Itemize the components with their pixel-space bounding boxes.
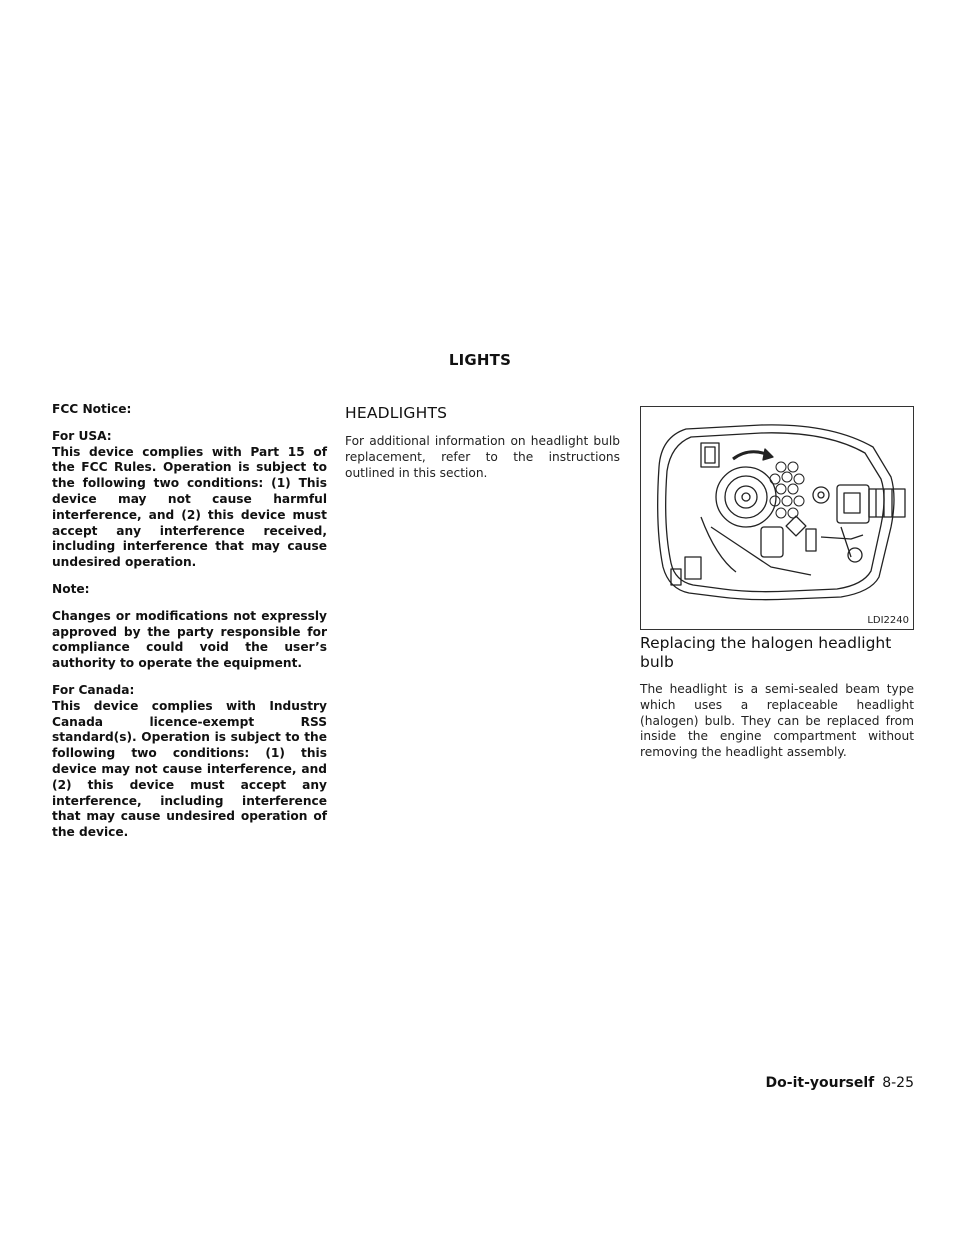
note-text: Changes or modifications not expressly approved by the party responsible for compliance could void the user’s authority to operate the equipment. <box>52 608 327 671</box>
headlight-assembly-figure <box>640 406 914 630</box>
usa-label: For USA: <box>52 428 112 443</box>
replacing-bulb-text: The headlight is a semi-sealed beam type which uses a replaceable headlight (halogen) bulb. They can be replaced from inside the engine compartment without removing the headlight assembly. <box>640 682 914 760</box>
fcc-notice-column <box>52 402 327 852</box>
bulb-replacement-column <box>640 406 914 761</box>
usa-paragraph <box>52 429 327 571</box>
canada-text: This device complies with Industry Canada licence-exempt RSS standard(s). Operation is subject to the following two conditions: (1) this device may not cause interference, and (2) this device must accept any interference, including interference that may cause undesired operation of the device. <box>52 698 327 840</box>
note-label: Note: <box>52 581 90 596</box>
fcc-notice-label: FCC Notice: <box>52 402 132 416</box>
section-title: LIGHTS <box>448 351 512 369</box>
headlights-column <box>345 404 620 481</box>
canada-label: For Canada: <box>52 682 135 697</box>
usa-text: This device complies with Part 15 of the FCC Rules. Operation is subject to the following two conditions: (1) This device may not cause harmful interference, and (2) this device must accept any interference received, including interference that may cause undesired operation. <box>52 444 327 570</box>
canada-paragraph <box>52 683 327 841</box>
footer-page-number: 8-25 <box>882 1075 914 1091</box>
replacing-bulb-heading: Replacing the halogen headlight bulb <box>640 634 892 671</box>
headlights-heading: HEADLIGHTS <box>345 404 448 422</box>
figure-id: LDI2240 <box>867 615 909 626</box>
page-footer <box>766 1075 914 1091</box>
headlight-assembly-illustration <box>641 407 913 629</box>
footer-chapter: Do-it-yourself <box>765 1075 875 1091</box>
headlights-text: For additional information on headlight bulb replacement, refer to the instructions outlined in this section. <box>345 434 620 480</box>
